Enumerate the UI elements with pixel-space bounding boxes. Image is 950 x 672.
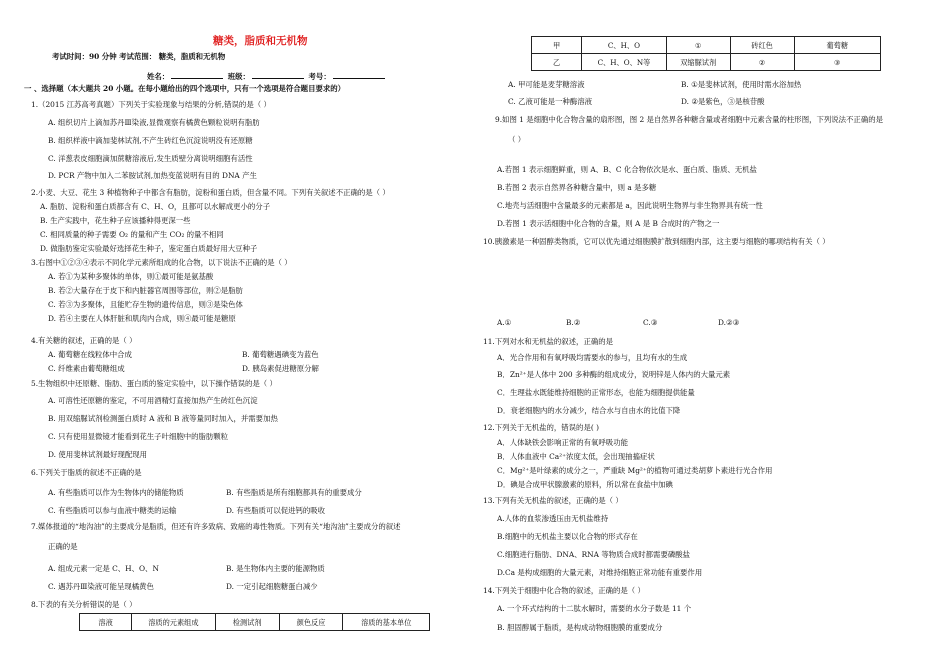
question-stem: 5.生物组织中还原糖、脂肪、蛋白质的鉴定实验中，以下操作错误的是（ ）	[31, 379, 277, 388]
page-title: 糖类，脂质和无机物	[213, 35, 308, 47]
option: D. 使用斐林试剂最好现配现用	[48, 450, 148, 459]
option: B. 葡萄糖遇碘变为蓝色	[242, 350, 319, 359]
name-blank[interactable]	[171, 71, 223, 79]
question-stem: 3.右图中①②③④表示不同化学元素所组成的化合物，以下说法不正确的是（ ）	[31, 258, 292, 267]
option: A. 有些脂质可以作为生物体内的储能物质	[48, 488, 184, 497]
table-cell: 乙	[532, 54, 582, 71]
option: C.细胞进行脂肪、DNA、RNA 等物质合成时都需要磷酸盐	[497, 550, 691, 559]
option: C. 纤维素由葡萄糖组成	[48, 364, 125, 373]
number-label: 考号：	[308, 72, 331, 81]
option: A.人体的血浆渗透压由无机盐维持	[497, 514, 609, 523]
option: B．Zn²⁺是人体中 200 多种酶的组成成分，说明锌是人体内的大量元素	[497, 370, 731, 379]
option: D．碘是合成甲状腺激素的原料，所以常在食盐中加碘	[497, 480, 673, 489]
table-cell: C、H、O、N等	[582, 54, 667, 71]
option: D．衰老细胞内的水分减少，结合水与自由水的比值下降	[497, 406, 681, 415]
option: D. ②是紫色，③是核苷酸	[681, 97, 765, 106]
question-stem: 11.下列对水和无机盐的叙述，正确的是	[483, 337, 614, 346]
section-title: 一 、选择题（本大题共 20 小题。在每小题给出的四个选项中，只有一个选项是符合题目要求的）	[24, 84, 346, 93]
class-label: 班级：	[227, 72, 250, 81]
table-header-cell: 溶液	[80, 614, 132, 631]
option: A. 若①为某种多聚体的单体，则①最可能是氨基酸	[48, 272, 214, 281]
table-row	[532, 37, 881, 54]
table-row	[532, 54, 881, 71]
question-stem: 7.媒体报道的“地沟油”的主要成分是脂质，但还有许多致病、致癌的毒性物质。下列有关“地沟油”主要成分的叙述	[31, 522, 401, 531]
option: D. PCR 产物中加入二苯胺试剂,加热变蓝说明有目的 DNA 产生	[48, 171, 257, 180]
table-header-cell: 溶质的元素组成	[132, 614, 216, 631]
question-stem: 8.下表的有关分析错误的是（ ）	[31, 600, 137, 609]
option: B. 组织样液中滴加斐林试剂,不产生砖红色沉淀说明没有还原糖	[48, 136, 253, 145]
option: A. 一个环式结构的十二肽水解时，需要的水分子数是 11 个	[497, 604, 692, 613]
question-stem: 13.下列有关无机盐的叙述，正确的是（ ）	[483, 496, 623, 505]
option: C. 洋葱表皮细胞滴加蔗糖溶液后,发生质壁分离说明细胞有活性	[48, 154, 253, 163]
question-stem: 12.下列关于无机盐的，错误的是( )	[483, 423, 599, 432]
question-stem-continued: 正确的是	[48, 542, 78, 551]
option: C. 遇苏丹Ⅲ染液可能呈现橘黄色	[48, 582, 154, 591]
option: D.若图 1 表示活细胞中化合物的含量，则 A 是 B 合成时的产物之一	[497, 219, 720, 228]
analysis-table-header	[79, 613, 430, 631]
question-stem: 6.下列关于脂质的叙述不正确的是	[31, 468, 142, 477]
student-info-line	[147, 71, 387, 81]
option: C．生理盐水既能维持细胞的正常形态，也能为细胞提供能量	[497, 388, 695, 397]
option: A．光合作用和有氧呼吸均需要水的参与，且均有水的生成	[497, 353, 688, 362]
option: B. 胆固醇属于脂质，是构成动物细胞膜的重要成分	[497, 623, 663, 632]
option: A.若图 1 表示细胞鲜重，则 A、B、C 化合物依次是水、蛋白质、脂质、无机盐	[497, 165, 757, 174]
table-cell: 甲	[532, 37, 582, 54]
table-header-cell: 颜色反应	[279, 614, 343, 631]
option: C. 有些脂质可以参与血液中糖类的运输	[48, 506, 177, 515]
option: A. 脂肪、淀粉和蛋白质都含有 C、H、O，且都可以水解成更小的分子	[40, 202, 271, 211]
class-blank[interactable]	[252, 71, 304, 79]
question-stem: 1.（2015 江苏高考真题）下列关于实验现象与结果的分析,错误的是（ ）	[31, 100, 271, 109]
question-stem: 2.小麦、大豆、花生 3 种植物种子中都含有脂肪，淀粉和蛋白质，但含量不同。下列有关叙述不正确的是（ ）	[31, 188, 390, 197]
option: C.③	[643, 318, 658, 327]
table-cell: C、H、O	[582, 37, 667, 54]
option: C. 若③为多聚体，且能贮存生物的遗传信息，则③是染色体	[48, 300, 243, 309]
question-stem: 4.有关糖的叙述，正确的是（ ）	[31, 336, 137, 345]
option: B. 有些脂质是所有细胞都具有的重要成分	[226, 488, 362, 497]
table-cell: ①	[666, 37, 730, 54]
table-cell: ③	[794, 54, 880, 71]
option: A. 可溶性还原糖的鉴定，不可用酒精灯直接加热产生砖红色沉淀	[48, 396, 258, 405]
option: B. 是生物体内主要的能源物质	[226, 564, 325, 573]
table-cell: 砖红色	[730, 37, 794, 54]
option: B．人体血液中 Ca²⁺浓度太低，会出现抽搐症状	[497, 452, 655, 461]
number-blank[interactable]	[333, 71, 385, 79]
option: B. ①是斐林试剂，使用时需水浴加热	[681, 80, 802, 89]
option: D. 胰岛素促进糖原分解	[242, 364, 319, 373]
analysis-table-body	[531, 36, 881, 71]
option: D. 做脂肪鉴定实验最好选择花生种子，鉴定蛋白质最好用大豆种子	[40, 244, 258, 253]
option: D.②③	[718, 318, 740, 327]
option: B. 生产实践中，花生种子应该播种得更深一些	[40, 216, 191, 225]
option: A. 组织切片上滴加苏丹Ⅲ染液,显微观察有橘黄色颗粒说明有脂肪	[48, 118, 260, 127]
name-label: 姓名：	[147, 72, 170, 81]
table-cell: 双缩脲试剂	[666, 54, 730, 71]
option: B.细胞中的无机盐主要以化合物的形式存在	[497, 532, 638, 541]
table-cell: ②	[730, 54, 794, 71]
option: A. 甲可能是麦芽糖溶液	[508, 80, 585, 89]
option: A.①	[497, 318, 512, 327]
question-stem: 14.下列关于细胞中化合物的叙述，正确的是（ ）	[483, 586, 645, 595]
option: C. 相同质量的种子需要 O₂ 的量和产生 CO₂ 的量不相同	[40, 230, 224, 239]
option: A. 葡萄糖在线粒体中合成	[48, 350, 132, 359]
option: A．人体缺铁会影响正常的有氧呼吸功能	[497, 438, 628, 447]
option: B.若图 2 表示自然界各种糖含量中，则 a 是多糖	[497, 183, 657, 192]
table-header-cell: 检测试剂	[215, 614, 279, 631]
option: D. 有些脂质可以促进钙的吸收	[226, 506, 326, 515]
exam-info: 考试时间：90 分钟 考试范围： 糖类，脂质和无机物	[52, 52, 226, 61]
option: C．Mg²⁺是叶绿素的成分之一，严重缺 Mg²⁺的植物可通过类胡萝卜素进行光合作用	[497, 466, 773, 475]
question-stem: 10.胰激素是一种固醇类物质，它可以优先通过细胞膜扩散到细胞内部，这主要与细胞的哪项结构有关（ ）	[483, 237, 830, 246]
option: C. 乙液可能是一种酶溶液	[508, 97, 592, 106]
question-stem-continued: （ ）	[508, 135, 526, 144]
option: C. 只有使用显微镜才能看到花生子叶细胞中的脂肪颗粒	[48, 432, 229, 441]
option: B. 用双缩脲试剂检测蛋白质时 A 液和 B 液等量同时加入，并需要加热	[48, 414, 278, 423]
option: A. 组成元素一定是 C、H、O、N	[48, 564, 159, 573]
option: B.②	[566, 318, 581, 327]
table-cell: 葡萄糖	[794, 37, 880, 54]
option: D. 若④主要在人体肝脏和肌肉内合成，则④最可能是糖原	[48, 314, 236, 323]
option: D. 一定引起细胞糖蛋白减少	[226, 582, 318, 591]
option: C.地壳与活细胞中含量最多的元素都是 a，因此说明生物界与非生物界具有统一性	[497, 201, 763, 210]
table-header-cell: 溶质的基本单位	[343, 614, 430, 631]
option: D.Ca 是构成细胞的大量元素，对维持细胞正常功能有重要作用	[497, 568, 703, 577]
question-stem: 9.如图 1 是细胞中化合物含量的扇形图，图 2 是自然界各种糖含量或者细胞中元素含量的柱形图，下列说法不正确的是	[495, 115, 883, 124]
option: B. 若②大量存在于皮下和内脏器官周围等部位，则②是脂肪	[48, 286, 243, 295]
